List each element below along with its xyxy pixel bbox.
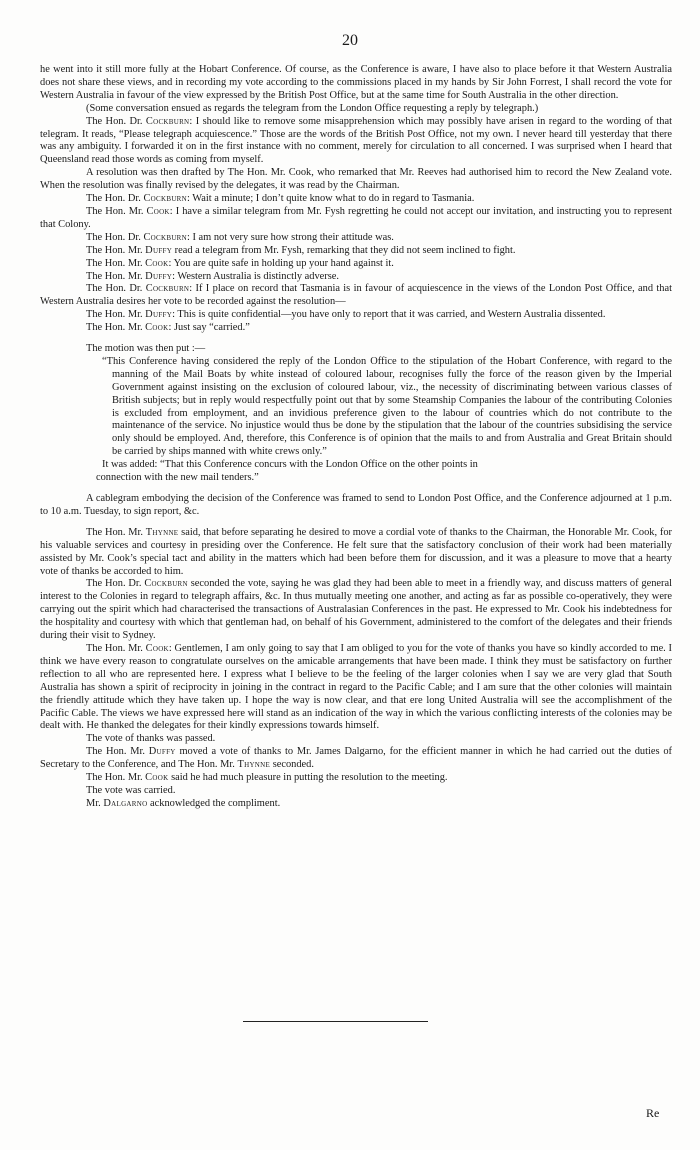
speech: The Hon. Mr. Thynne said, that before separating he desired to move a cordial vote of thanks to the Chairman, the Honorable Mr. Cook, for his valuable services and courtesy in presiding over the Conference. He felt sure that the satisfactory conclusion of their work had been materially assisted by Mr. Cook’s special tact and ability in the matters which had been before them for discussion, and it was a pleasure to move that a hearty vote of thanks be accorded to him.	[40, 526, 672, 577]
speaker-name: Cockburn	[144, 578, 188, 590]
speaker-name: Thynne	[237, 759, 271, 771]
speech: The Hon. Dr. Cockburn: Wait a minute; I don’t quite know what to do in regard to Tasmania.	[86, 193, 475, 205]
paragraph: (Some conversation ensued as regards the telegram from the London Office requesting a reply by telegraph.)	[86, 102, 539, 114]
speaker-name: Cook	[145, 257, 169, 269]
paragraph: The vote of thanks was passed.	[86, 733, 216, 745]
speaker-name: Cook	[145, 322, 169, 334]
speech: The Hon. Mr. Cook said he had much pleasure in putting the resolution to the meeting.	[86, 772, 448, 784]
document-body	[40, 64, 672, 811]
paragraph: The motion was then put :—	[86, 343, 206, 355]
speaker-name: Cockburn	[145, 283, 190, 295]
paragraph: A cablegram embodying the decision of the Conference was framed to send to London Post Office, and the Conference adjourned at 1 p.m. to 10 a.m. Tuesday, to sign report, &c.	[40, 493, 672, 517]
speech: The Hon. Mr. Cook: I have a similar telegram from Mr. Fysh regretting he could not accept our invitation, and instructing you to represent that Colony.	[40, 205, 672, 230]
speaker-name: Cook	[146, 205, 170, 217]
page-number: 20	[342, 32, 358, 49]
speaker-name: Cook	[145, 642, 169, 654]
added-resolution: It was added: “That this Conference concurs with the London Office on the other points in	[102, 459, 478, 471]
quoted-resolution: “This Conference having considered the reply of the London Office to the stipulation of the Hobart Conference, with regard to the manning of the Mail Boats by white instead of coloured labour, recognises fully the force of the reason given by the Imperial Government against insisting on the exclusion of coloured labour, viz., the necessity of discriminating between various classes of British subjects; but in reply would respectfully point out that by some Steamship Companies the labour of the contributing Colonies is excluded from employment, and an invidious preference given to the labour of countries which do not contribute to the maintenance of the service. No injustice would thus be done by the stipulation that the labour of the countries subsidising the service only should be employed. And, therefore, this Conference is of opinion that the mails to and from Australia and Great Britain should be carried by ships manned with white crews only.”	[102, 355, 672, 458]
speaker-name: Thynne	[145, 526, 179, 538]
speech: The Hon. Mr. Duffy read a telegram from Mr. Fysh, remarking that they did not seem inclined to fight.	[86, 244, 516, 256]
speaker-name: Duffy	[145, 270, 173, 282]
speech: The Hon. Mr. Cook: Just say “carried.”	[86, 322, 250, 334]
speaker-name: Cook	[145, 772, 169, 784]
speech: The Hon. Mr. Duffy moved a vote of thanks to Mr. James Dalgarno, for the efficient manner in which he had carried out the duties of Secretary to the Conference, and The Hon. Mr. Thynne seconded.	[40, 746, 672, 771]
paragraph: A resolution was then drafted by The Hon. Mr. Cook, who remarked that Mr. Reeves had authorised him to record the New Zealand vote. When the resolution was finally revised by the delegates, it was read by the Chairman.	[40, 167, 672, 192]
speaker-name: Cockburn	[145, 115, 190, 127]
speech: The Hon. Mr. Duffy: This is quite confidential—you have only to report that it was carried, and Western Australia dissented.	[86, 309, 606, 321]
speech: Mr. Dalgarno acknowledged the compliment.	[86, 797, 281, 809]
speaker-name: Duffy	[148, 746, 176, 758]
speaker-name: Dalgarno	[103, 797, 148, 809]
speech: The Hon. Dr. Cockburn seconded the vote, saying he was glad they had been able to meet in a friendly way, and discuss matters of general interest to the Colonies in regard to telegraph affairs, &c. In thus mutually meeting one another, and acting as far as possible co-operatively, they were carrying out the spirit which had characterised the transactions of Australasian Conferences in the past. He expressed to Mr. Cook his indebtedness for the hospitality and courtesy with which that gentleman had, on behalf of his Government, administered to the comfort of the delegates and their friends during their visit to Sydney.	[40, 578, 672, 642]
speaker-name: Duffy	[145, 244, 173, 256]
speaker-name: Cockburn	[143, 231, 187, 243]
speaker-name: Cockburn	[143, 193, 187, 205]
speech: The Hon. Mr. Duffy: Western Australia is distinctly adverse.	[86, 270, 339, 282]
speech: The Hon. Dr. Cockburn: If I place on record that Tasmania is in favour of acquiescence in the views of the London Post Office, and that Western Australia desires her vote to be recorded against the resolution—	[40, 283, 672, 308]
added-resolution-cont: connection with the new mail tenders.”	[96, 472, 259, 484]
catchword: Re	[646, 1106, 660, 1120]
speaker-name: Duffy	[145, 309, 173, 321]
paragraph: The vote was carried.	[86, 784, 176, 796]
section-divider	[243, 1021, 428, 1022]
speech: The Hon. Mr. Cook: Gentlemen, I am only going to say that I am obliged to you for the vote of thanks you have so kindly accorded to me. I think we have every reason to congratulate ourselves on the amicable arrangements that have been made. I think they must be satisfactory on further reflection to all who are represented here. I express what I believe to be the feeling of the larger colonies when I say we are very glad that South Australia has shown a spirit of reciprocity in joining in the contract in regard to the Pacific Cable; and I am sure that the other colonies will maintain the friendly attitude which they have taken up. I hope the way is now clear, and that ere long United Australia will see the accomplishment of the Pacific Cable. The views we have expressed here will stand as an indication of the way in which the various conflicting interests of the colonies may be dealt with. He thanked the delegates for their kindly expressions towards himself.	[40, 642, 672, 732]
speech: The Hon. Mr. Cook: You are quite safe in holding up your hand against it.	[86, 257, 394, 269]
speech: The Hon. Dr. Cockburn: I am not very sure how strong their attitude was.	[86, 231, 394, 243]
paragraph: he went into it still more fully at the Hobart Conference. Of course, as the Conference is aware, I have also to place before it that Western Australia does not share these views, and in recording my vote according to the commissions placed in my hands by Sir John Forrest, I shall record the vote for Western Australia in favour of the view expressed by the British Post Office, but at the same time for South Australia in the other direction.	[40, 64, 672, 101]
speech: The Hon. Dr. Cockburn: I should like to remove some misapprehension which may possibly have arisen in regard to the wording of that telegram. It reads, “Please telegraph acquiescence.” Those are the words of the British Post Office, not my own. I never heard till yesterday that there was any ambiguity. I forwarded it on in the first instance with no comment, merely for circulation to all concerned. I was surprised when I heard that Queensland read those words as coming from myself.	[40, 115, 672, 166]
